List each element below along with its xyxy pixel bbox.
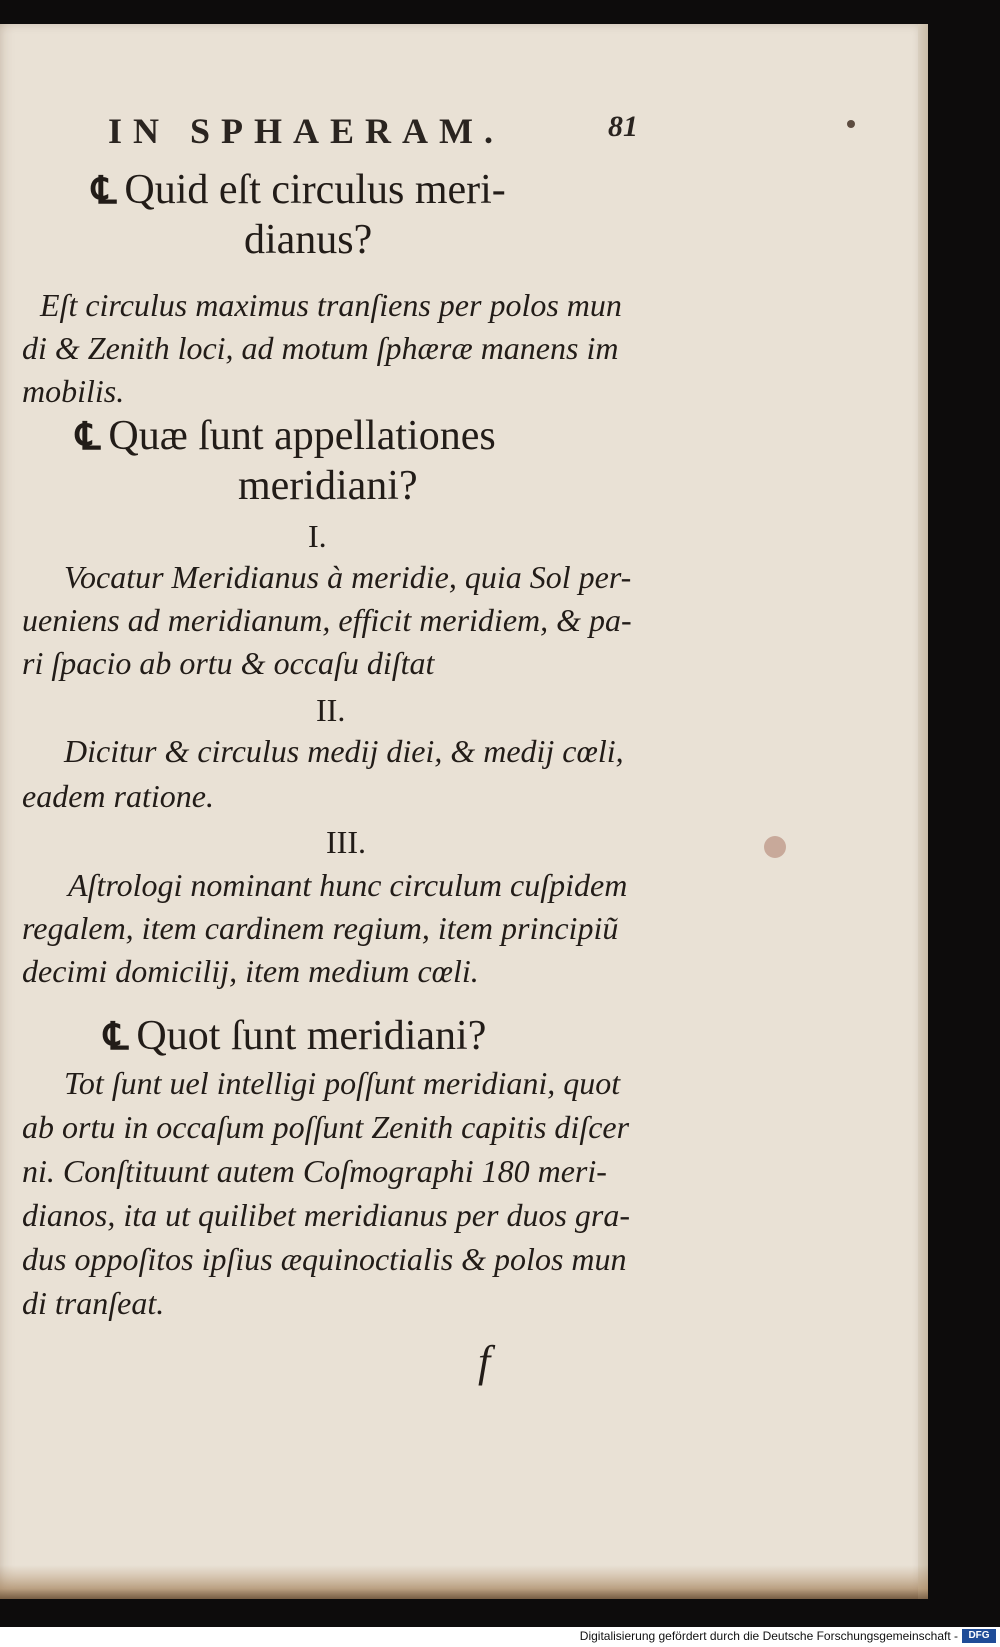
answer-line: dus oppoſitos ipſius æquinoctialis & polos mun [22,1241,627,1277]
footer-bar [0,1627,1000,1647]
answer-line: Eſt circulus maximus tranſiens per polos mun [40,287,622,323]
answer-line: ab ortu in occaſum poſſunt Zenith capitis diſcer [22,1109,630,1145]
footer-credit: Digitalisierung gefördert durch die Deutsche Forschungsgemeinschaft - [579,1629,958,1643]
item-numeral: II. [316,692,346,728]
page-number: 81 [608,110,638,143]
pilcrow-icon: ℄ [92,167,117,212]
item-line: Aſtrologi nominant hunc circulum cuſpidem [68,867,628,903]
paper-stain [764,836,786,858]
running-head: IN SPHAERAM. [108,111,505,151]
item-line: Vocatur Meridianus à meridie, quia Sol per- [64,559,632,595]
question-heading: ℄ Quid eſt circulus meri- [92,167,506,213]
answer-line: Tot ſunt uel intelligi poſſunt meridiani, quot [64,1065,621,1101]
answer-line: ni. Conſtituunt autem Coſmographi 180 meri- [22,1153,607,1189]
pilcrow-icon: ℄ [104,1013,129,1058]
item-numeral: III. [326,824,366,860]
item-line: Dicitur & circulus medij diei, & medij cœli, [64,733,624,769]
item-line: ri ſpacio ab ortu & occaſu diſtat [22,645,435,681]
pilcrow-icon: ℄ [76,413,101,458]
answer-line: di & Zenith loci, ad motum ſphæræ manens im [22,330,619,366]
question-heading: ℄ Quot ſunt meridiani? [104,1013,487,1059]
page-edge-bottom [0,1565,928,1599]
page-header [108,110,648,150]
question-heading: ℄ Quæ ſunt appellationes [76,413,496,459]
item-line: decimi domicilij, item medium cœli. [22,953,479,989]
paper-spot [847,120,855,128]
question-heading-cont: dianus? [244,217,373,263]
answer-line: di tranſeat. [22,1285,165,1321]
signature-mark: f [478,1337,491,1386]
item-numeral: I. [308,518,327,554]
answer-line: dianos, ita ut quilibet meridianus per duos gra- [22,1197,630,1233]
dfg-logo-icon: DFG [962,1629,996,1643]
page-edge-right [918,24,928,1599]
item-line: regalem, item cardinem regium, item principiũ [22,910,619,946]
item-line: ueniens ad meridianum, efficit meridiem, & pa- [22,602,632,638]
question-heading-cont: meridiani? [238,463,418,509]
answer-line: mobilis. [22,373,125,409]
item-line: eadem ratione. [22,778,214,814]
